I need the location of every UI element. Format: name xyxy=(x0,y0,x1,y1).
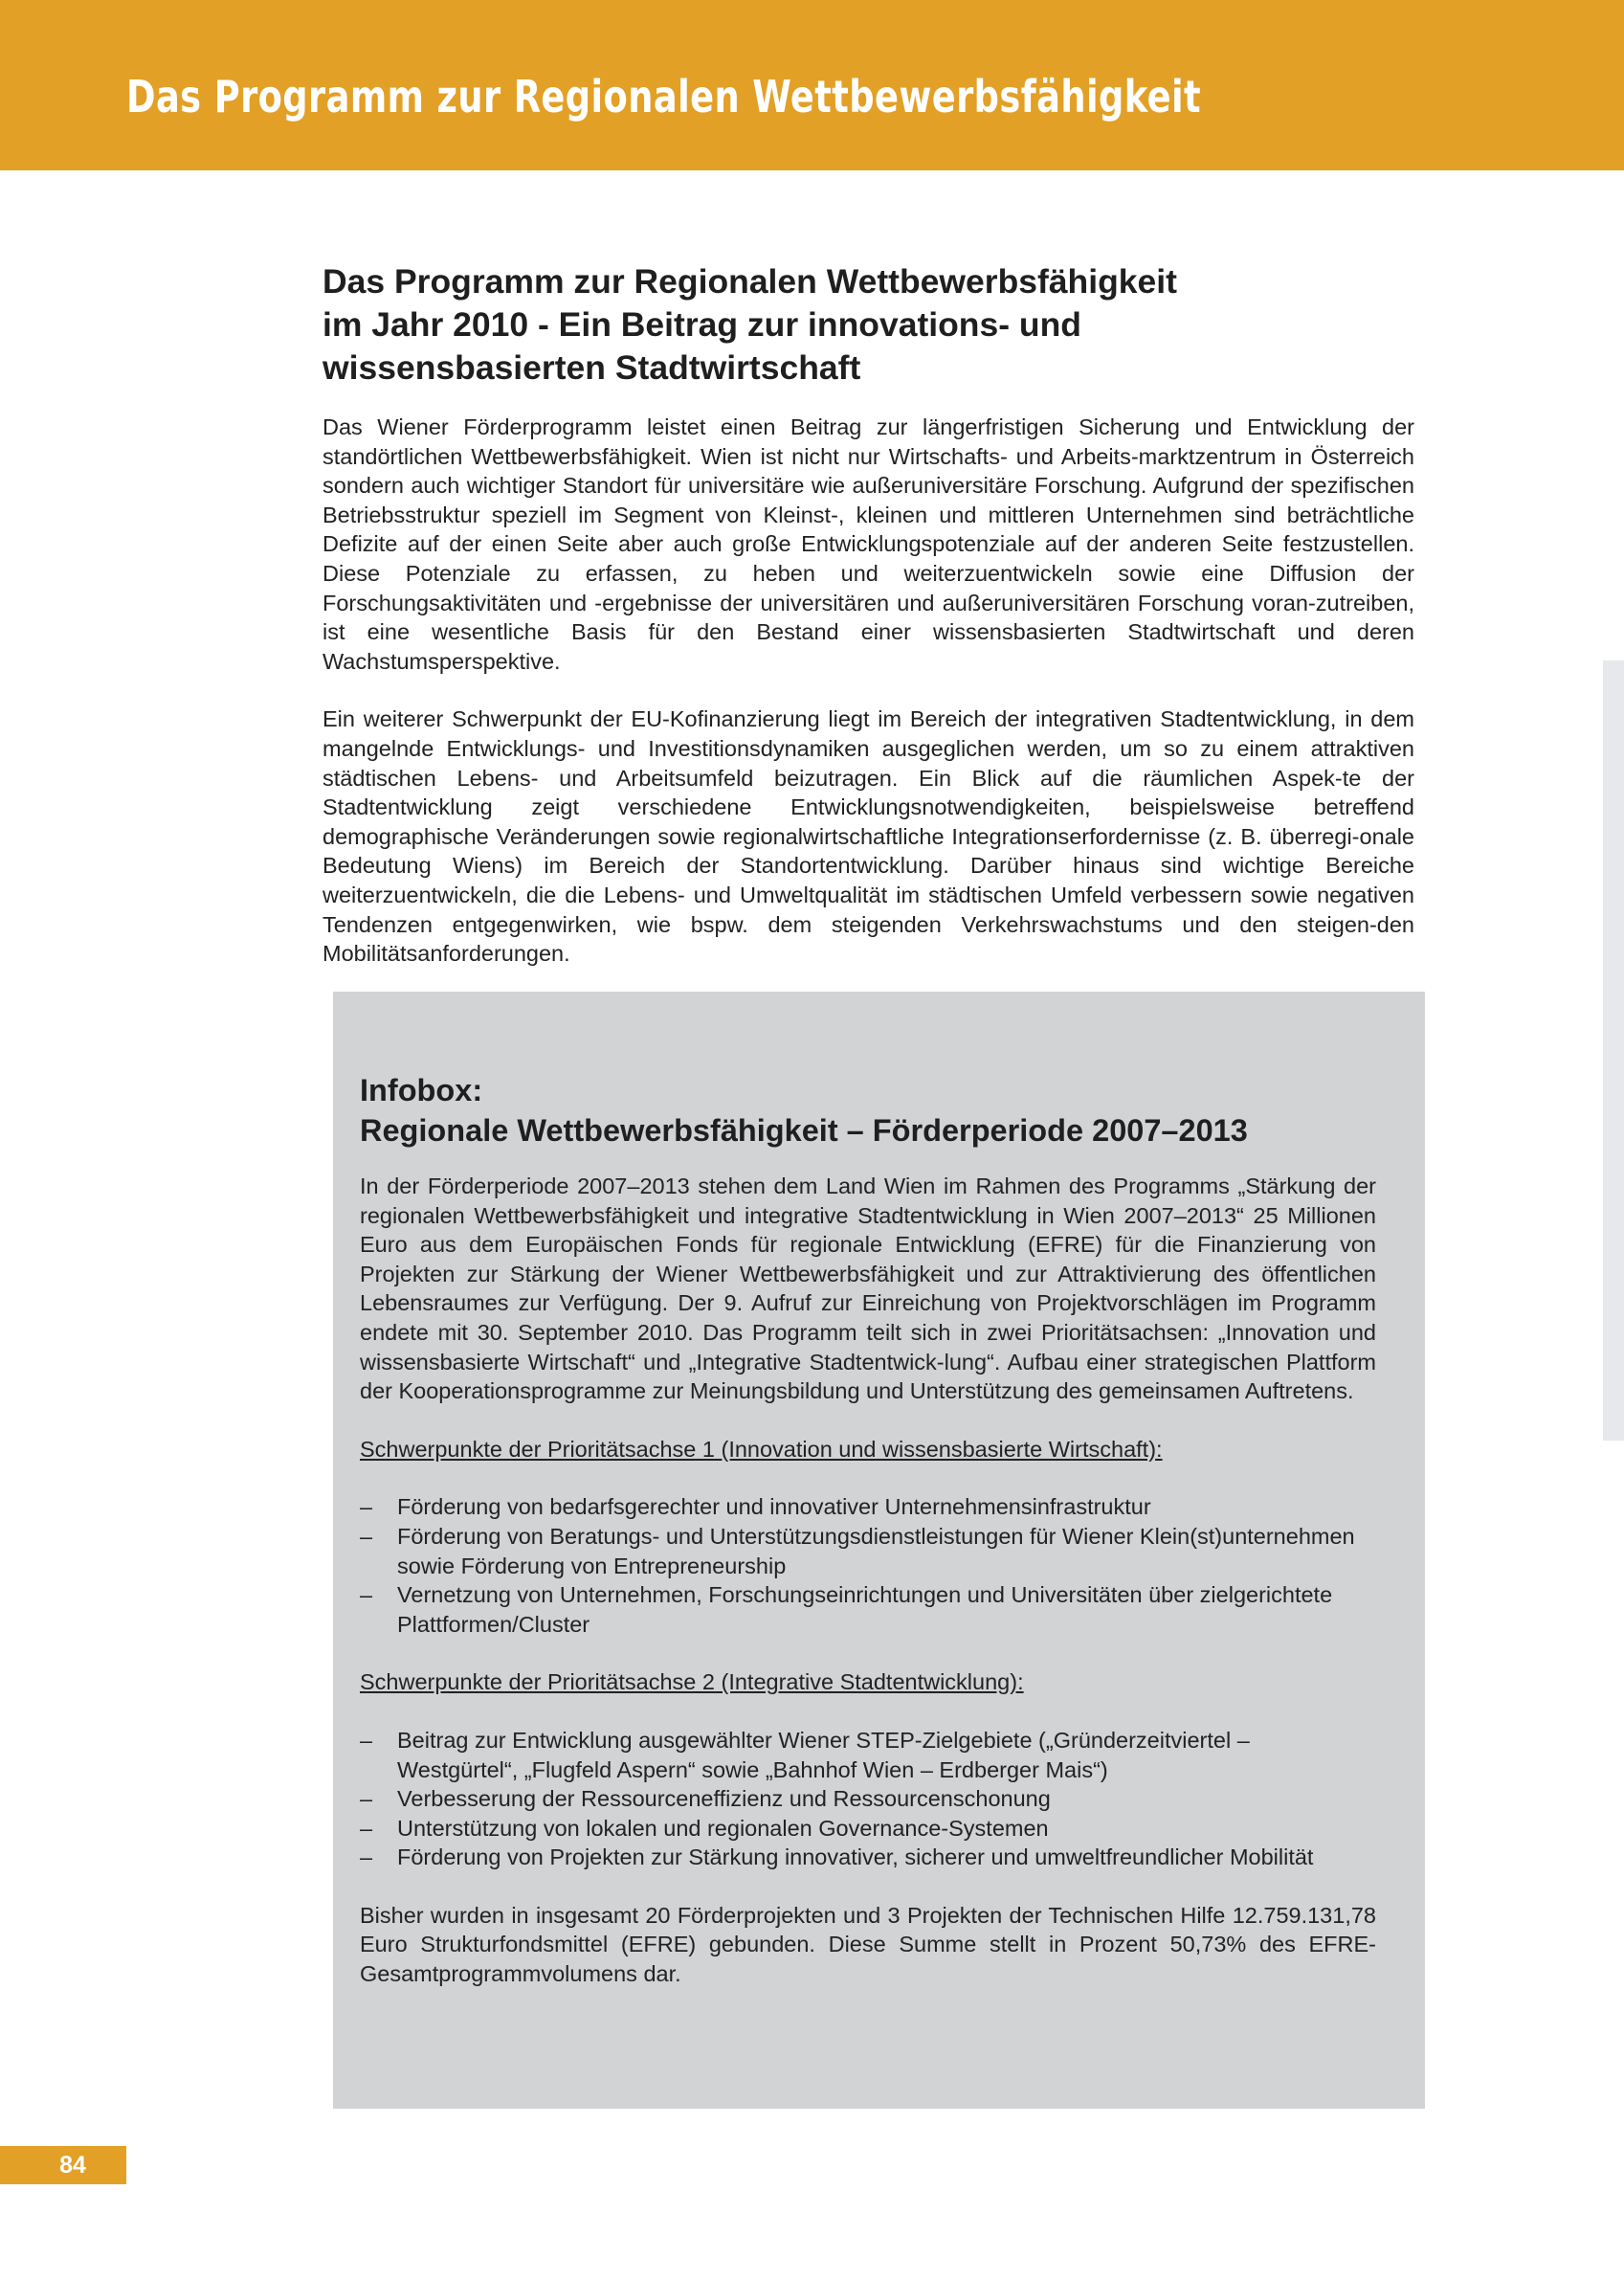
list-item xyxy=(360,1492,1376,1522)
page-number: 84 xyxy=(59,2152,86,2179)
header-title: Das Programm zur Regionalen Wettbewerbsfähigkeit xyxy=(126,71,1201,123)
list-item xyxy=(360,1843,1376,1872)
dash-bullet: – xyxy=(360,1582,373,1608)
list-item-text: Förderung von Beratungs- und Unterstützungsdienstleistungen für Wiener Klein(st)unternehmen sowie Förderung von Entrepreneurship xyxy=(397,1523,1355,1578)
article-paragraph: Das Wiener Förderprogramm leistet einen Beitrag zur längerfristigen Sicherung und Entwicklung der standörtlichen Wettbewerbsfähigkeit. Wien ist nicht nur Wirtschafts- und Arbeits-marktzentrum in Österreich sondern auch wichtiger Standort für universitäre wie außeruniversitäre Forschung. Aufgrund der spezifischen Betriebsstruktur speziell im Segment von Kleinst-, kleinen und mittleren Unternehmen sind beträchtliche Defizite auf der einen Seite aber auch große Entwicklungspotenziale auf der anderen Seite festzustellen. Diese Potenziale zu erfassen, zu heben und weiterzuentwickeln sowie eine Diffusion der Forschungsaktivitäten und -ergebnisse der universitären und außeruniversitären Forschung voran-zutreiben, ist eine wesentliche Basis für den Bestand einer wissensbasierten Stadtwirtschaft und deren Wachstumsperspektive. xyxy=(323,414,1414,674)
dash-bullet: – xyxy=(360,1494,373,1520)
infobox xyxy=(333,992,1425,2109)
list-item xyxy=(360,1784,1376,1814)
infobox-title-line: Infobox: xyxy=(360,1073,483,1107)
infobox-summary: Bisher wurden in insgesamt 20 Förderprojekten und 3 Projekten der Technischen Hilfe 12.759.131,78 Euro Strukturfondsmittel (EFRE) gebunden. Diese Summe stellt in Prozent 50,73% des EFRE-Gesamtprogrammvolumens dar. xyxy=(360,1902,1376,1987)
list-item xyxy=(360,1726,1376,1784)
infobox-content xyxy=(360,1070,1376,1989)
list-item-text: Förderung von Projekten zur Stärkung innovativer, sicherer und umweltfreundlicher Mobilität xyxy=(397,1844,1314,1870)
article xyxy=(323,260,1414,969)
dash-bullet: – xyxy=(360,1786,373,1812)
list-item-text: Unterstützung von lokalen und regionalen Governance-Systemen xyxy=(397,1815,1049,1841)
page-number-tab xyxy=(0,2146,126,2184)
list-item xyxy=(360,1522,1376,1580)
infobox-intro: In der Förderperiode 2007–2013 stehen dem Land Wien im Rahmen des Programms „Stärkung der regionalen Wettbewerbsfähigkeit und integrative Stadtentwicklung in Wien 2007–2013“ 25 Millionen Euro aus dem Europäischen Fonds für regionale Entwicklung (EFRE) für die Finanzierung von Projekten zur Stärkung der Wiener Wettbewerbsfähigkeit und zur Attraktivierung des öffentlichen Lebensraumes zur Verfügung. Der 9. Aufruf zur Einreichung von Projektvorschlägen im Programm endete mit 30. September 2010. Das Programm teilt sich in zwei Prioritätsachsen: „Innovation und wissensbasierte Wirtschaft“ und „Integrative Stadtentwick-lung“. Aufbau einer strategischen Plattform der Kooperationsprogramme zur Meinungsbildung und Unterstützung des gemeinsamen Auftretens. xyxy=(360,1174,1376,1404)
article-heading-line: Das Programm zur Regionalen Wettbewerbsfähigkeit xyxy=(323,262,1177,301)
axis1-label: Schwerpunkte der Prioritätsachse 1 (Innovation und wissensbasierte Wirtschaft): xyxy=(360,1436,1163,1462)
dash-bullet: – xyxy=(360,1523,373,1549)
infobox-title-line: Regionale Wettbewerbsfähigkeit – Förderperiode 2007–2013 xyxy=(360,1113,1248,1148)
axis2-list xyxy=(360,1726,1376,1872)
list-item-text: Verbesserung der Ressourceneffizienz und Ressourcenschonung xyxy=(397,1786,1051,1812)
header-banner xyxy=(0,0,1624,170)
article-paragraph: Ein weiterer Schwerpunkt der EU-Kofinanzierung liegt im Bereich der integrativen Stadtentwicklung, in dem mangelnde Entwicklungs- und Investitionsdynamiken ausgeglichen werden, um so zu einem attraktiven städtischen Lebens- und Arbeitsumfeld beizutragen. Ein Blick auf die räumlichen Aspek-te der Stadtentwicklung zeigt verschiedene Entwicklungsnotwendigkeiten, beispielsweise betreffend demographische Veränderungen sowie regionalwirtschaftliche Integrationserfordernisse (z. B. überregi-onale Bedeutung Wiens) im Bereich der Standortentwicklung. Darüber hinaus sind wichtige Bereiche weiterzuentwickeln, die die Lebens- und Umweltqualität im städtischen Umfeld verbessern sowie negativen Tendenzen entgegenwirken, wie bspw. dem steigenden Verkehrswachstums und den steigen-den Mobilitätsanforderungen. xyxy=(323,706,1414,967)
list-item xyxy=(360,1580,1376,1639)
axis1-list xyxy=(360,1492,1376,1639)
article-heading-line: im Jahr 2010 - Ein Beitrag zur innovations- und xyxy=(323,305,1081,344)
article-heading-line: wissensbasierten Stadtwirtschaft xyxy=(323,348,861,387)
list-item-text: Beitrag zur Entwicklung ausgewählter Wiener STEP-Zielgebiete („Gründerzeitviertel – Westgürtel“, „Flugfeld Aspern“ sowie „Bahnhof Wien – Erdberger Mais“) xyxy=(397,1727,1250,1782)
list-item-text: Vernetzung von Unternehmen, Forschungseinrichtungen und Universitäten über zielgerichtete Plattformen/Cluster xyxy=(397,1582,1333,1637)
axis2-label: Schwerpunkte der Prioritätsachse 2 (Integrative Stadtentwicklung): xyxy=(360,1669,1024,1695)
dash-bullet: – xyxy=(360,1815,373,1841)
list-item xyxy=(360,1814,1376,1844)
infobox-title xyxy=(360,1070,1376,1151)
list-item-text: Förderung von bedarfsgerechter und innovativer Unternehmensinfrastruktur xyxy=(397,1494,1151,1520)
dash-bullet: – xyxy=(360,1727,373,1753)
dash-bullet: – xyxy=(360,1844,373,1870)
side-tab-marker xyxy=(1603,660,1624,1441)
article-heading xyxy=(323,260,1414,390)
